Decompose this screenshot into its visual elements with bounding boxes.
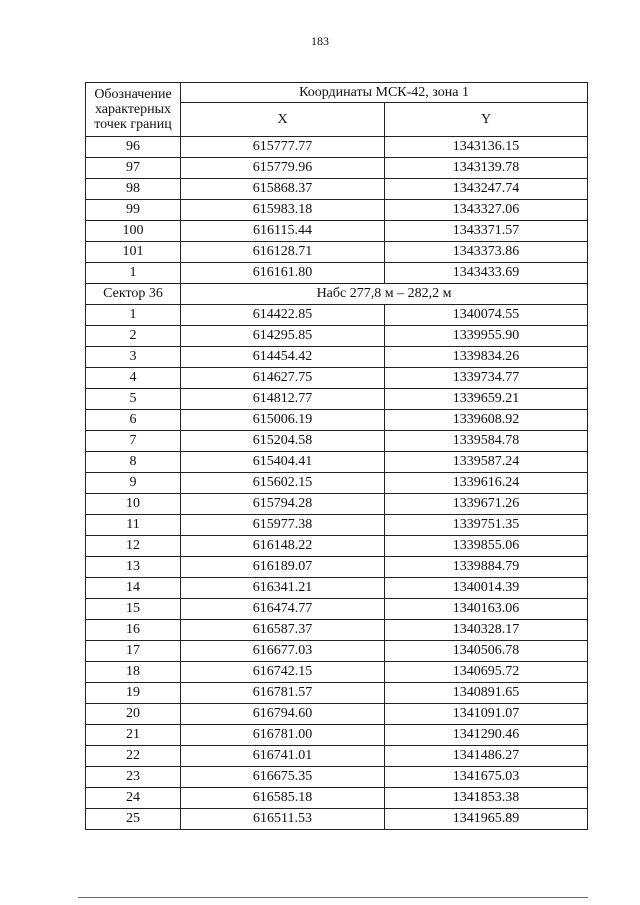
table-row xyxy=(86,746,588,767)
point-cell: 8 xyxy=(86,452,181,473)
x-column-header: X xyxy=(181,103,385,137)
section-altitude: Набс 277,8 м – 282,2 м xyxy=(181,284,588,305)
x-cell: 616677.03 xyxy=(181,641,385,662)
section-name: Сектор 36 xyxy=(86,284,181,305)
y-cell: 1339734.77 xyxy=(385,368,588,389)
x-cell: 616781.00 xyxy=(181,725,385,746)
x-cell: 615794.28 xyxy=(181,494,385,515)
x-cell: 614812.77 xyxy=(181,389,385,410)
y-cell: 1339884.79 xyxy=(385,557,588,578)
point-cell: 6 xyxy=(86,410,181,431)
point-cell: 16 xyxy=(86,620,181,641)
table-row xyxy=(86,200,588,221)
y-cell: 1339608.92 xyxy=(385,410,588,431)
table-row xyxy=(86,263,588,284)
table-row xyxy=(86,158,588,179)
table-row xyxy=(86,242,588,263)
x-cell: 616587.37 xyxy=(181,620,385,641)
point-cell: 9 xyxy=(86,473,181,494)
x-cell: 616115.44 xyxy=(181,221,385,242)
x-cell: 616161.80 xyxy=(181,263,385,284)
table-row xyxy=(86,599,588,620)
table-row xyxy=(86,431,588,452)
x-cell: 616741.01 xyxy=(181,746,385,767)
y-cell: 1339855.06 xyxy=(385,536,588,557)
point-cell: 2 xyxy=(86,326,181,347)
point-cell: 10 xyxy=(86,494,181,515)
page-bottom-edge xyxy=(78,897,588,898)
point-cell: 21 xyxy=(86,725,181,746)
y-cell: 1343139.78 xyxy=(385,158,588,179)
table-row xyxy=(86,452,588,473)
y-cell: 1340163.06 xyxy=(385,599,588,620)
point-cell: 24 xyxy=(86,788,181,809)
y-cell: 1340074.55 xyxy=(385,305,588,326)
table-row xyxy=(86,473,588,494)
x-cell: 616189.07 xyxy=(181,557,385,578)
point-label-line-1: Обозначение xyxy=(94,87,172,102)
point-cell: 5 xyxy=(86,389,181,410)
table-row xyxy=(86,221,588,242)
table-row xyxy=(86,536,588,557)
table-row xyxy=(86,137,588,158)
y-cell: 1340506.78 xyxy=(385,641,588,662)
x-cell: 616781.57 xyxy=(181,683,385,704)
y-cell: 1340328.17 xyxy=(385,620,588,641)
point-cell: 1 xyxy=(86,263,181,284)
point-cell: 14 xyxy=(86,578,181,599)
x-cell: 615777.77 xyxy=(181,137,385,158)
y-cell: 1343136.15 xyxy=(385,137,588,158)
y-cell: 1343433.69 xyxy=(385,263,588,284)
table-row xyxy=(86,704,588,725)
y-cell: 1341965.89 xyxy=(385,809,588,830)
x-cell: 616794.60 xyxy=(181,704,385,725)
point-cell: 1 xyxy=(86,305,181,326)
y-cell: 1340695.72 xyxy=(385,662,588,683)
x-cell: 615779.96 xyxy=(181,158,385,179)
y-cell: 1341091.07 xyxy=(385,704,588,725)
y-cell: 1341486.27 xyxy=(385,746,588,767)
table-row xyxy=(86,767,588,788)
x-cell: 615983.18 xyxy=(181,200,385,221)
table-row xyxy=(86,620,588,641)
y-cell: 1343371.57 xyxy=(385,221,588,242)
table-row xyxy=(86,809,588,830)
x-cell: 614454.42 xyxy=(181,347,385,368)
table-row xyxy=(86,557,588,578)
table-row xyxy=(86,179,588,200)
y-column-header: Y xyxy=(385,103,588,137)
point-cell: 4 xyxy=(86,368,181,389)
y-cell: 1341675.03 xyxy=(385,767,588,788)
x-cell: 616742.15 xyxy=(181,662,385,683)
point-label-line-2: характерных xyxy=(94,102,172,117)
table-row xyxy=(86,788,588,809)
point-cell: 7 xyxy=(86,431,181,452)
point-cell: 100 xyxy=(86,221,181,242)
y-cell: 1343373.86 xyxy=(385,242,588,263)
coordinates-header: Координаты МСК-42, зона 1 xyxy=(181,83,588,103)
table-row xyxy=(86,683,588,704)
x-cell: 615006.19 xyxy=(181,410,385,431)
table-row xyxy=(86,347,588,368)
x-cell: 614295.85 xyxy=(181,326,385,347)
x-cell: 614422.85 xyxy=(181,305,385,326)
point-cell: 23 xyxy=(86,767,181,788)
x-cell: 615977.38 xyxy=(181,515,385,536)
x-cell: 616675.35 xyxy=(181,767,385,788)
point-cell: 20 xyxy=(86,704,181,725)
x-cell: 615404.41 xyxy=(181,452,385,473)
table-row xyxy=(86,368,588,389)
point-cell: 101 xyxy=(86,242,181,263)
y-cell: 1339587.24 xyxy=(385,452,588,473)
point-cell: 3 xyxy=(86,347,181,368)
x-cell: 616474.77 xyxy=(181,599,385,620)
coordinates-table xyxy=(85,82,588,830)
point-cell: 12 xyxy=(86,536,181,557)
table-row xyxy=(86,494,588,515)
point-cell: 25 xyxy=(86,809,181,830)
y-cell: 1339584.78 xyxy=(385,431,588,452)
table-row xyxy=(86,578,588,599)
y-cell: 1339659.21 xyxy=(385,389,588,410)
y-cell: 1341853.38 xyxy=(385,788,588,809)
table-row xyxy=(86,410,588,431)
point-cell: 18 xyxy=(86,662,181,683)
point-cell: 98 xyxy=(86,179,181,200)
page-number: 183 xyxy=(311,34,329,48)
point-cell: 13 xyxy=(86,557,181,578)
table-row xyxy=(86,662,588,683)
point-label-line-3: точек границ xyxy=(94,117,172,132)
y-cell: 1339751.35 xyxy=(385,515,588,536)
y-cell: 1339616.24 xyxy=(385,473,588,494)
point-cell: 11 xyxy=(86,515,181,536)
table-row xyxy=(86,389,588,410)
y-cell: 1343327.06 xyxy=(385,200,588,221)
point-cell: 99 xyxy=(86,200,181,221)
x-cell: 616148.22 xyxy=(181,536,385,557)
x-cell: 615204.58 xyxy=(181,431,385,452)
x-cell: 615602.15 xyxy=(181,473,385,494)
point-cell: 96 xyxy=(86,137,181,158)
y-cell: 1343247.74 xyxy=(385,179,588,200)
x-cell: 615868.37 xyxy=(181,179,385,200)
point-cell: 15 xyxy=(86,599,181,620)
x-cell: 616341.21 xyxy=(181,578,385,599)
table-row xyxy=(86,515,588,536)
x-cell: 616511.53 xyxy=(181,809,385,830)
table-row xyxy=(86,725,588,746)
point-label-header xyxy=(86,83,181,137)
x-cell: 616128.71 xyxy=(181,242,385,263)
table-row xyxy=(86,305,588,326)
y-cell: 1339671.26 xyxy=(385,494,588,515)
table-row xyxy=(86,641,588,662)
x-cell: 614627.75 xyxy=(181,368,385,389)
table-row xyxy=(86,326,588,347)
point-cell: 22 xyxy=(86,746,181,767)
y-cell: 1340891.65 xyxy=(385,683,588,704)
y-cell: 1339834.26 xyxy=(385,347,588,368)
y-cell: 1339955.90 xyxy=(385,326,588,347)
section-row xyxy=(86,284,588,305)
point-cell: 19 xyxy=(86,683,181,704)
x-cell: 616585.18 xyxy=(181,788,385,809)
point-cell: 97 xyxy=(86,158,181,179)
y-cell: 1341290.46 xyxy=(385,725,588,746)
point-cell: 17 xyxy=(86,641,181,662)
y-cell: 1340014.39 xyxy=(385,578,588,599)
